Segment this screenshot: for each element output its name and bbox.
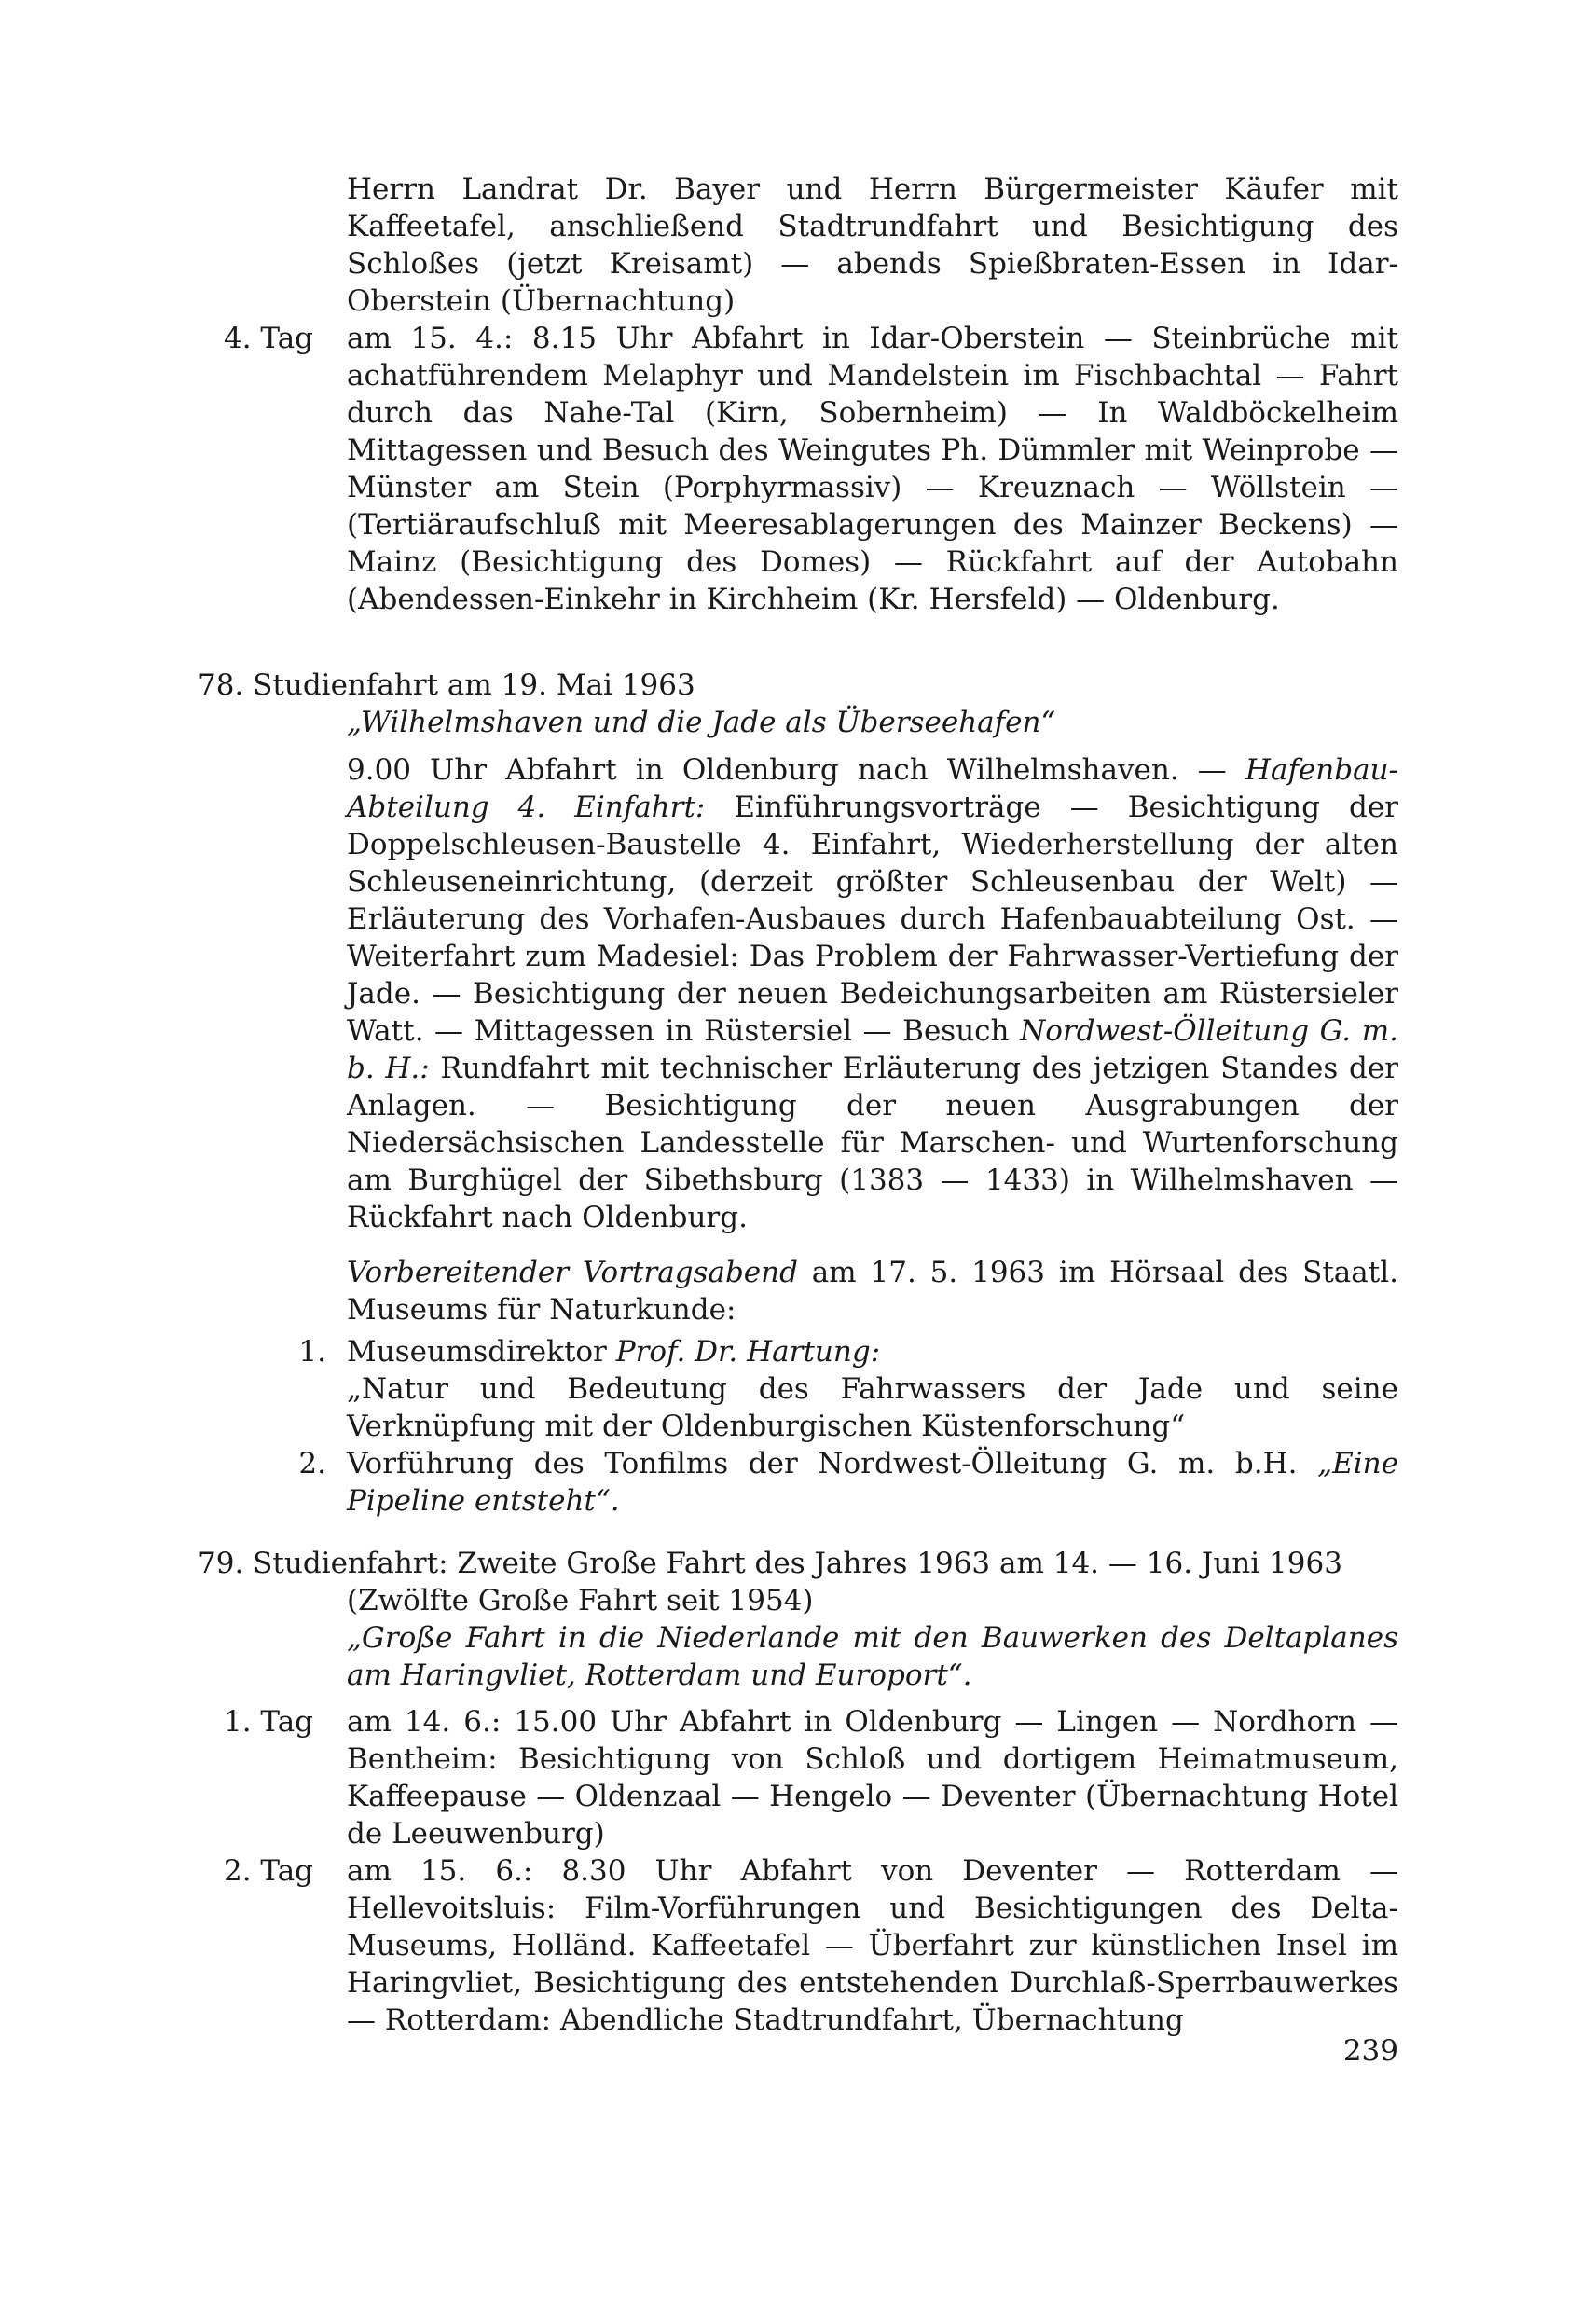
trip78-body-italic2: Nordwest-Ölleitung G. m. b. H.: [347, 1014, 1398, 1085]
trip78-lecture [347, 1254, 1398, 1328]
trip78-heading: 78. Studienfahrt am 19. Mai 1963 [198, 668, 695, 702]
trip79-day1-label: 1. Tag [224, 1705, 314, 1739]
trip78-body-part1: 9.00 Uhr Abfahrt in Oldenburg nach Wilhelmshaven. — [347, 753, 1245, 787]
trip79-day2-label: 2. Tag [224, 1854, 314, 1888]
trip79-title: „Große Fahrt in die Niederlande mit den Bauwerken des Deltaplanes am Haringvliet, Rotterdam und Europort“. [347, 1621, 1398, 1692]
trip78-item2-number: 2. [298, 1447, 326, 1480]
trip78-item1 [347, 1333, 1398, 1370]
trip78-item1-number: 1. [298, 1335, 326, 1369]
trip78-lecture-text: am 17. 5. 1963 im Hörsaal des Staatl. Museums für Naturkunde: [347, 1256, 1398, 1327]
trip78-body [347, 751, 1398, 1236]
trip77-day4-text: am 15. 4.: 8.15 Uhr Abfahrt in Idar-Oberstein — Steinbrüche mit achatführendem Melaphyr und Mandelstein im Fischbachtal — Fahrt durch das Nahe-Tal (Kirn, Sobernheim) — In Waldböckelheim Mittagessen und Besuch des Weingutes Ph. Dümmler mit Weinprobe — Münster am Stein (Porphyrmassiv) — Kreuznach — Wöllstein — (Tertiäraufschluß mit Meeresablagerungen des Mainzer Beckens) — Mainz (Besichtigung des Domes) — Rückfahrt auf der Autobahn (Abendessen-Einkehr in Kirchheim (Kr. Hersfeld) — Oldenburg. [347, 322, 1398, 616]
trip79-day1-text: am 14. 6.: 15.00 Uhr Abfahrt in Oldenburg — Lingen — Nordhorn — Bentheim: Besichtigung von Schloß und dortigem Heimatmuseum, Kaffeepause — Oldenzaal — Hengelo — Deventer (Übernachtung Hotel de Leeuwenburg) [347, 1705, 1398, 1851]
trip78-body-italic1: Hafenbau-Abteilung 4. Einfahrt: [347, 753, 1398, 824]
trip78-lecture-italic: Vorbereitender Vortragsabend [347, 1256, 798, 1289]
page-number: 239 [1342, 2034, 1398, 2068]
trip77-day4-label: 4. Tag [224, 322, 314, 355]
trip78-item2-italic: „Eine Pipeline entsteht“. [347, 1447, 1398, 1518]
trip78-item2 [347, 1445, 1398, 1520]
trip78-body-part2: Einführungsvorträge — Besichtigung der Doppelschleusen-Baustelle 4. Einfahrt, Wiederherstellung der alten Schleuseneinrichtung, (derzeit größter Schleusenbau der Welt) — Erläuterung des Vorhafen-Ausbaues durch Hafenbauabteilung Ost. — Weiterfahrt zum Madesiel: Das Problem der Fahrwasser-Vertiefung der Jade. — Besichtigung der neuen Bedeichungsarbeiten am Rüstersieler Watt. — Mittagessen in Rüstersiel — Besuch [347, 791, 1399, 1048]
trip78-item1-text: Museumsdirektor [347, 1335, 616, 1369]
trip79-heading: 79. Studienfahrt: Zweite Große Fahrt des Jahres 1963 am 14. — 16. Juni 1963 [198, 1547, 1342, 1580]
trip78-title: „Wilhelmshaven und die Jade als Überseehafen“ [347, 706, 1056, 739]
trip78-item1-quote: „Natur und Bedeutung des Fahrwassers der Jade und seine Verknüpfung mit der Oldenburgischen Küstenforschung“ [347, 1372, 1398, 1443]
trip77-day3-continuation: Herrn Landrat Dr. Bayer und Herrn Bürgermeister Käufer mit Kaffeetafel, anschließend Stadtrundfahrt und Besichtigung des Schloßes (jetzt Kreisamt) — abends Spießbraten-Essen in Idar-Oberstein (Übernachtung) [347, 172, 1398, 318]
trip78-item2-text: Vorführung des Tonfilms der Nordwest-Ölleitung G. m. b.H. [347, 1447, 1318, 1480]
trip79-day2-text: am 15. 6.: 8.30 Uhr Abfahrt von Deventer — Rotterdam — Hellevoitsluis: Film-Vorführungen und Besichtigungen des Delta-Museums, Holländ. Kaffeetafel — Überfahrt zur künstlichen Insel im Haringvliet, Besichtigung des entstehenden Durchlaß-Sperrbauwerkes — Rotterdam: Abendliche Stadtrundfahrt, Übernachtung [347, 1854, 1398, 2037]
trip78-item1-italic: Prof. Dr. Hartung: [615, 1335, 881, 1369]
trip78-body-part3: Rundfahrt mit technischer Erläuterung des jetzigen Standes der Anlagen. — Besichtigung der neuen Ausgrabungen der Niedersächsischen Landesstelle für Marschen- und Wurtenforschung am Burghügel der Sibethsburg (1383 — 1433) in Wilhelmshaven — Rückfahrt nach Oldenburg. [347, 1052, 1398, 1234]
trip79-subheading: (Zwölfte Große Fahrt seit 1954) [347, 1584, 814, 1617]
